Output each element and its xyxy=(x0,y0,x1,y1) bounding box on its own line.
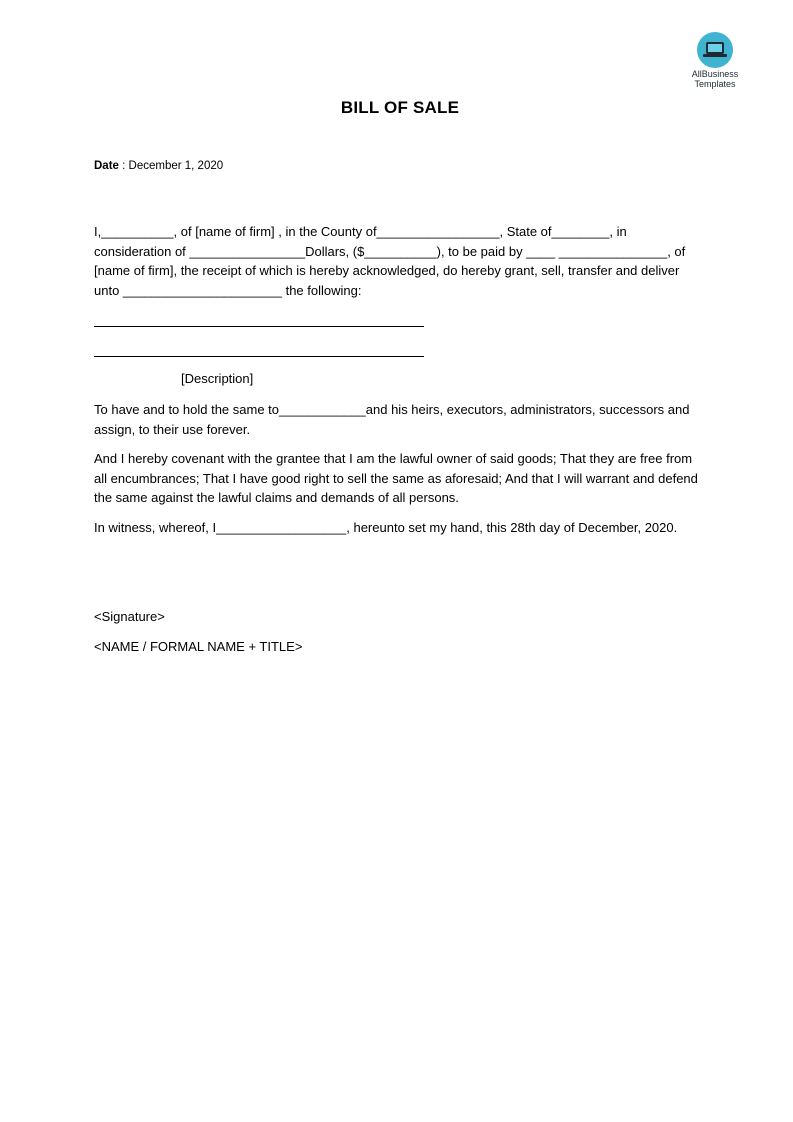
date-value: : December 1, 2020 xyxy=(118,160,224,172)
consideration-paragraph: I,__________, of [name of firm] , in the County of_________________, State of________, in consideration of ________________Dollars, ($__________), to be paid by ____ _______________, of [name of firm], the receipt of which is hereby acknowledged, do hereby grant, sell, transfer and deliver unto ______________________ the following: xyxy=(94,224,686,298)
name-title-placeholder: <NAME / FORMAL NAME + TITLE> xyxy=(94,639,303,654)
witness-paragraph: In witness, whereof, I__________________, hereunto set my hand, this 28th day of December, 2020. xyxy=(94,520,678,535)
laptop-icon xyxy=(697,32,733,68)
item-line-2 xyxy=(94,356,424,357)
to-have-and-hold-paragraph: To have and to hold the same to____________and his heirs, executors, administrators, successors and assign, to their use forever. xyxy=(94,402,690,437)
logo-text xyxy=(684,69,746,89)
date-label: Date xyxy=(94,160,119,172)
logo-line-1: AllBusiness xyxy=(691,69,739,79)
covenant-paragraph: And I hereby covenant with the grantee that I am the lawful owner of said goods; That they are free from all encumbrances; That I have good right to sell the same as aforesaid; And that I will warrant and defend the same against the lawful claims and demands of all persons. xyxy=(94,451,698,505)
document-title: BILL OF SALE xyxy=(340,98,460,117)
signature-placeholder: <Signature> xyxy=(94,609,165,624)
allbusiness-templates-logo xyxy=(684,32,746,89)
item-line-1 xyxy=(94,326,424,327)
logo-line-2: Templates xyxy=(694,79,736,89)
date-line xyxy=(94,160,223,172)
description-label: [Description] xyxy=(181,371,254,386)
